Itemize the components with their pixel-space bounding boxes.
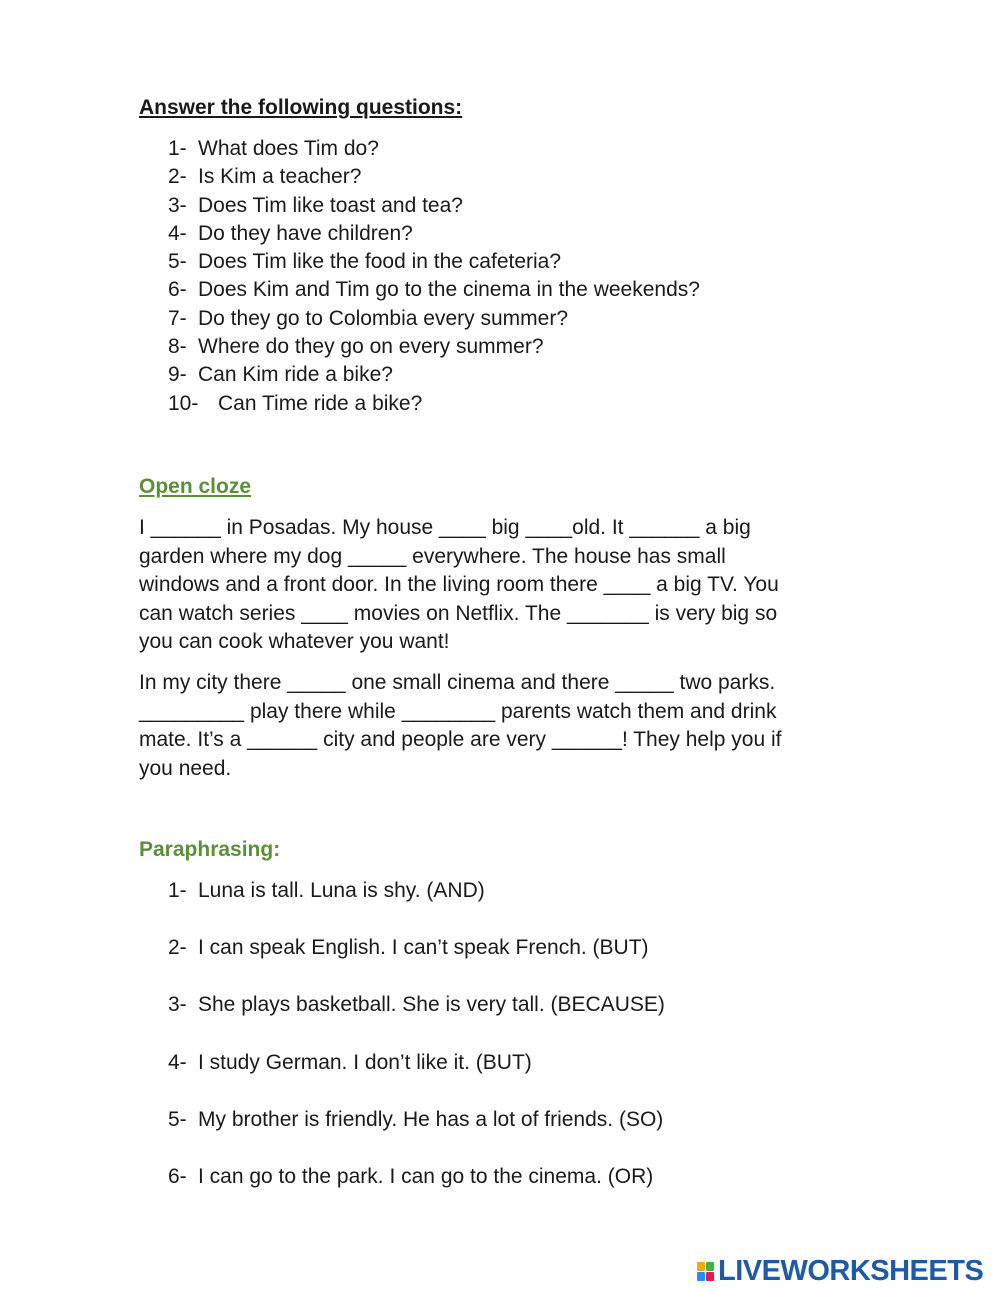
item-number: 8-	[168, 335, 187, 359]
item-number: 2-	[168, 936, 187, 960]
open-cloze-title: Open cloze	[139, 475, 252, 498]
cloze-line: you can cook whatever you want!	[139, 630, 450, 653]
item-text: Does Kim and Tim go to the cinema in the weekends?	[198, 278, 700, 302]
item-number: 1-	[168, 879, 187, 902]
cloze-paragraph-1	[139, 514, 849, 657]
logo-text: LIVEWORKSHEETS	[718, 1254, 984, 1287]
cloze-line: windows and a front door. In the living room there ____ a big TV. You	[139, 573, 779, 596]
list-item	[168, 991, 665, 1048]
item-number: 1-	[168, 137, 187, 160]
list-item	[168, 877, 665, 934]
item-number: 4-	[168, 221, 187, 245]
logo-square	[706, 1272, 714, 1281]
item-text: Does Tim like toast and tea?	[198, 193, 463, 217]
cloze-line: _________ play there while ________ parents watch them and drink	[139, 699, 777, 723]
list-item	[168, 220, 700, 248]
list-item	[168, 248, 700, 276]
list-item	[168, 163, 700, 191]
list-item	[168, 305, 700, 333]
liveworksheets-logo	[697, 1254, 983, 1288]
list-item	[168, 192, 700, 220]
list-item	[168, 333, 700, 361]
cloze-paragraph-2	[139, 669, 849, 783]
questions-list	[168, 135, 700, 418]
item-text: Do they go to Colombia every summer?	[198, 306, 568, 330]
item-number: 5-	[168, 1107, 187, 1131]
item-text: Does Tim like the food in the cafeteria?	[198, 250, 562, 274]
item-number: 9-	[168, 363, 187, 387]
cloze-line: I ______ in Posadas. My house ____ big ____old. It ______ a big	[139, 516, 751, 539]
list-item	[168, 276, 700, 304]
item-text: I can go to the park. I can go to the cinema. (OR)	[198, 1164, 654, 1188]
cloze-line: can watch series ____ movies on Netflix. The _______ is very big so	[139, 601, 778, 625]
paraphrasing-list	[168, 877, 665, 1220]
item-text: I can speak English. I can’t speak French. (BUT)	[198, 936, 649, 960]
cloze-line: In my city there _____ one small cinema and there _____ two parks.	[139, 671, 776, 694]
item-text: Do they have children?	[198, 221, 413, 245]
item-text: I study German. I don’t like it. (BUT)	[198, 1050, 532, 1074]
list-item	[168, 1163, 665, 1220]
item-text: Is Kim a teacher?	[198, 165, 362, 189]
item-number: 6-	[168, 278, 187, 302]
item-text: Can Time ride a bike?	[218, 391, 423, 415]
paraphrasing-title: Paraphrasing:	[139, 838, 281, 861]
list-item	[168, 1106, 665, 1163]
list-item	[168, 390, 700, 418]
item-number: 3-	[168, 993, 187, 1017]
item-text: My brother is friendly. He has a lot of friends. (SO)	[198, 1107, 664, 1131]
item-number: 2-	[168, 165, 187, 189]
item-text: What does Tim do?	[198, 137, 379, 160]
list-item	[168, 135, 700, 163]
item-number: 3-	[168, 193, 187, 217]
liveworksheets-icon	[697, 1262, 714, 1281]
cloze-line: you need.	[139, 756, 232, 780]
list-item	[168, 934, 665, 991]
item-text: Where do they go on every summer?	[198, 335, 544, 359]
cloze-line: garden where my dog _____ everywhere. The house has small	[139, 544, 726, 568]
item-text: She plays basketball. She is very tall. (BECAUSE)	[198, 993, 665, 1017]
item-number: 7-	[168, 306, 187, 330]
logo-square	[706, 1262, 714, 1271]
list-item	[168, 361, 700, 389]
logo-square	[697, 1262, 705, 1271]
item-number: 4-	[168, 1050, 187, 1074]
item-number: 5-	[168, 250, 187, 274]
cloze-line: mate. It’s a ______ city and people are very ______! They help you if	[139, 728, 782, 751]
item-text: Luna is tall. Luna is shy. (AND)	[198, 879, 485, 902]
questions-title: Answer the following questions:	[139, 96, 463, 119]
item-number: 6-	[168, 1164, 187, 1188]
item-text: Can Kim ride a bike?	[198, 363, 393, 387]
item-number: 10-	[168, 391, 199, 415]
list-item	[168, 1049, 665, 1106]
logo-square	[697, 1272, 705, 1281]
